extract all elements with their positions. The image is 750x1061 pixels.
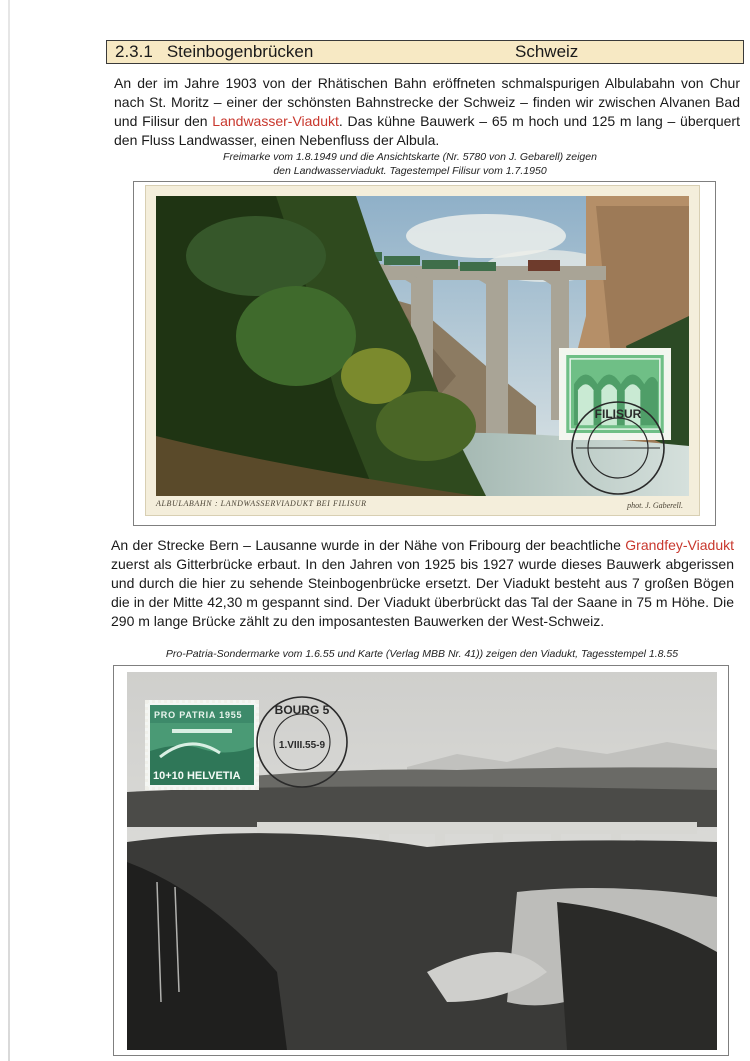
postmark-town: BOURG 5 xyxy=(274,703,330,717)
postmark-filisur xyxy=(562,398,674,498)
card-caption-right: phot. J. Gaberell. xyxy=(627,501,683,510)
highlight-grandfey: Grandfey-Viadukt xyxy=(625,537,734,553)
postmark-town: FILISUR xyxy=(594,407,642,421)
section-header xyxy=(106,40,744,64)
paragraph-grandfey xyxy=(111,536,734,631)
paragraph-text: An der im Jahre 1903 von der Rhätischen Bahn eröffneten schmalspurigen Albulabahn von Chur nach St. Moritz – einer der schönsten Bahnstrecke der Schweiz – finden wir zwischen Alvanen Bad und Filisur den xyxy=(114,75,740,129)
caption-line: Freimarke vom 1.8.1949 und die Ansichtskarte (Nr. 5780 von J. Gebarell) zeigen xyxy=(223,151,597,163)
stamp-landscape-icon xyxy=(150,723,254,767)
highlight-landwasser: Landwasser-Viadukt xyxy=(212,113,339,129)
page-edge xyxy=(8,0,10,1061)
paragraph-text: An der Strecke Bern – Lausanne wurde in der Nähe von Fribourg der beachtliche xyxy=(111,537,626,553)
section-title: Steinbogenbrücken xyxy=(166,42,314,61)
caption-grandfey: Pro-Patria-Sondermarke vom 1.6.55 und Karte (Verlag MBB Nr. 41)) zeigen den Viadukt, Tagesstempel 1.8.55 xyxy=(165,648,679,660)
paragraph-text: . Das kühne Bauwerk – 65 m hoch und 125 m lang – überquert den Fluss Landwasser, einen Nebenfluss der Albula. xyxy=(114,113,740,148)
section-number: 2.3.1 xyxy=(115,42,153,61)
stamp-top-text: PRO PATRIA 1955 xyxy=(150,705,254,725)
card-caption-left: ALBULABAHN : LANDWASSERVIADUKT BEI FILISUR xyxy=(156,499,367,508)
caption-landwasser xyxy=(150,150,670,178)
postmark-date: 1.VIII.55-9 xyxy=(278,740,326,751)
paragraph-landwasser xyxy=(114,74,740,150)
stamp-bottom-text: 10+10 HELVETIA xyxy=(150,767,254,785)
postmark-fribourg xyxy=(252,692,352,792)
caption-line: den Landwasserviadukt. Tagestempel Filisur vom 1.7.1950 xyxy=(273,165,547,177)
stamp-pro-patria xyxy=(145,700,259,790)
section-country: Schweiz xyxy=(515,42,579,61)
paragraph-text: zuerst als Gitterbrücke erbaut. In den Jahren von 1925 bis 1927 wurde dieses Bauwerk abgerissen und durch die hier zu sehende Steinbogenbrücke ersetzt. Der Viadukt besteht aus 7 großen Bögen die in der Mitte 42,30 m gespannt sind. Der Viadukt überbrückt das Tal der Saane in 75 m Höhe. Die 290 m lange Brücke zählt zu den imposantesten Bauwerken der West-Schweiz. xyxy=(111,556,734,629)
